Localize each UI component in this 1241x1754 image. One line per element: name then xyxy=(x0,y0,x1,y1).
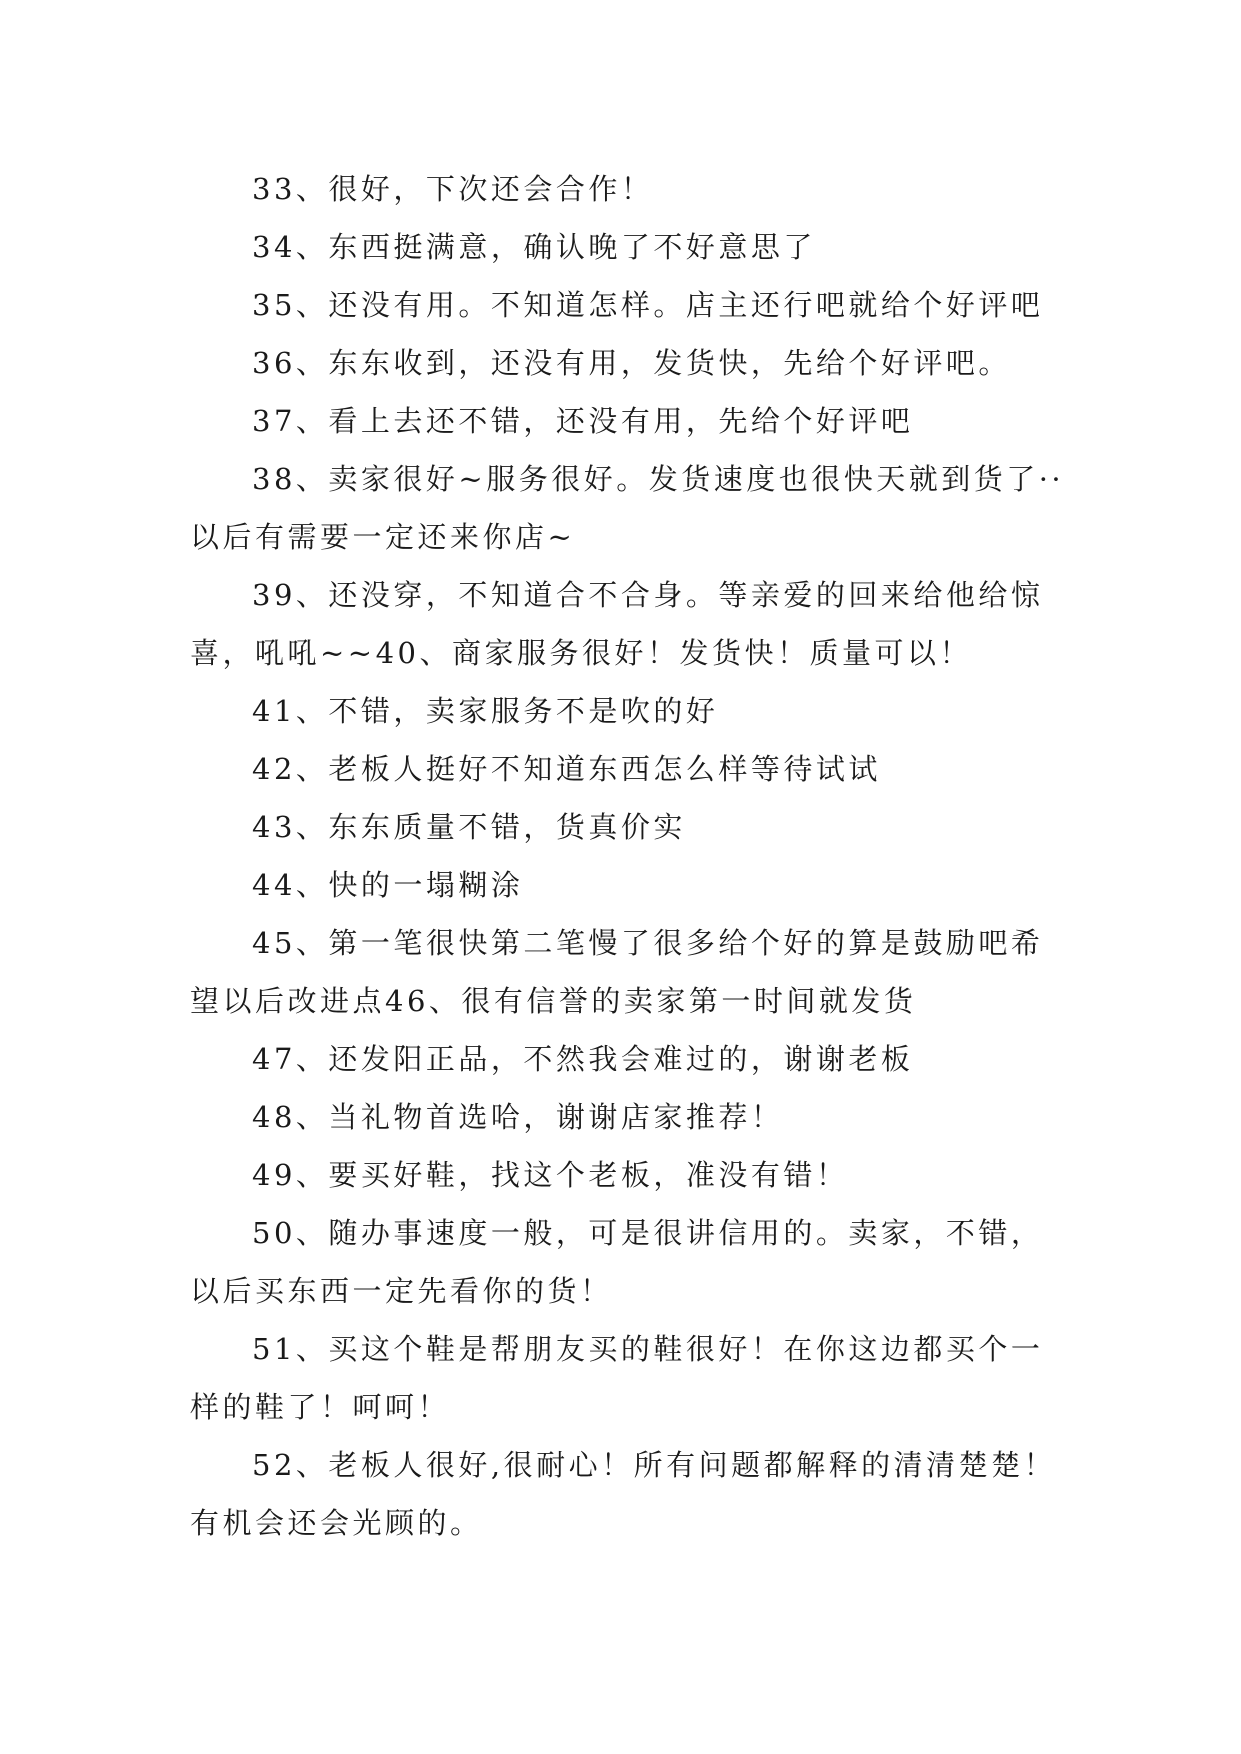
review-item-47: 47、还发阳正品，不然我会难过的，谢谢老板 xyxy=(252,1042,914,1076)
review-item-41: 41、不错，卖家服务不是吹的好 xyxy=(252,694,719,728)
review-item-36: 36、东东收到，还没有用，发货快，先给个好评吧。 xyxy=(252,346,1011,380)
review-item-51: 51、买这个鞋是帮朋友买的鞋很好！在你这边都买个一样的鞋了！呵呵！ xyxy=(190,1332,1044,1424)
review-item-49: 49、要买好鞋，找这个老板，准没有错！ xyxy=(252,1158,849,1192)
review-item-37: 37、看上去还不错，还没有用，先给个好评吧 xyxy=(252,404,914,438)
review-item-34: 34、东西挺满意，确认晚了不好意思了 xyxy=(252,230,816,264)
review-item-39-40: 39、还没穿，不知道合不合身。等亲爱的回来给他给惊喜，吼吼~~40、商家服务很好！发货快！质量可以！ xyxy=(190,578,1044,670)
review-item-52: 52、老板人很好,很耐心！所有问题都解释的清清楚楚！有机会还会光顾的。 xyxy=(190,1448,1057,1540)
review-item-35: 35、还没有用。不知道怎样。店主还行吧就给个好评吧 xyxy=(252,288,1044,322)
review-item-38: 38、卖家很好~服务很好。发货速度也很快天就到货了··以后有需要一定还来你店~ xyxy=(190,462,1065,554)
review-item-48: 48、当礼物首选哈，谢谢店家推荐！ xyxy=(252,1100,784,1134)
review-item-33: 33、很好，下次还会合作！ xyxy=(252,172,654,206)
document-body xyxy=(190,160,1070,1552)
review-item-42: 42、老板人挺好不知道东西怎么样等待试试 xyxy=(252,752,881,786)
review-item-44: 44、快的一塌糊涂 xyxy=(252,868,524,902)
review-item-45-46: 45、第一笔很快第二笔慢了很多给个好的算是鼓励吧希望以后改进点46、很有信誉的卖家第一时间就发货 xyxy=(190,926,1044,1018)
review-item-50: 50、随办事速度一般，可是很讲信用的。卖家，不错，以后买东西一定先看你的货！ xyxy=(190,1216,1044,1308)
review-item-43: 43、东东质量不错，货真价实 xyxy=(252,810,686,844)
